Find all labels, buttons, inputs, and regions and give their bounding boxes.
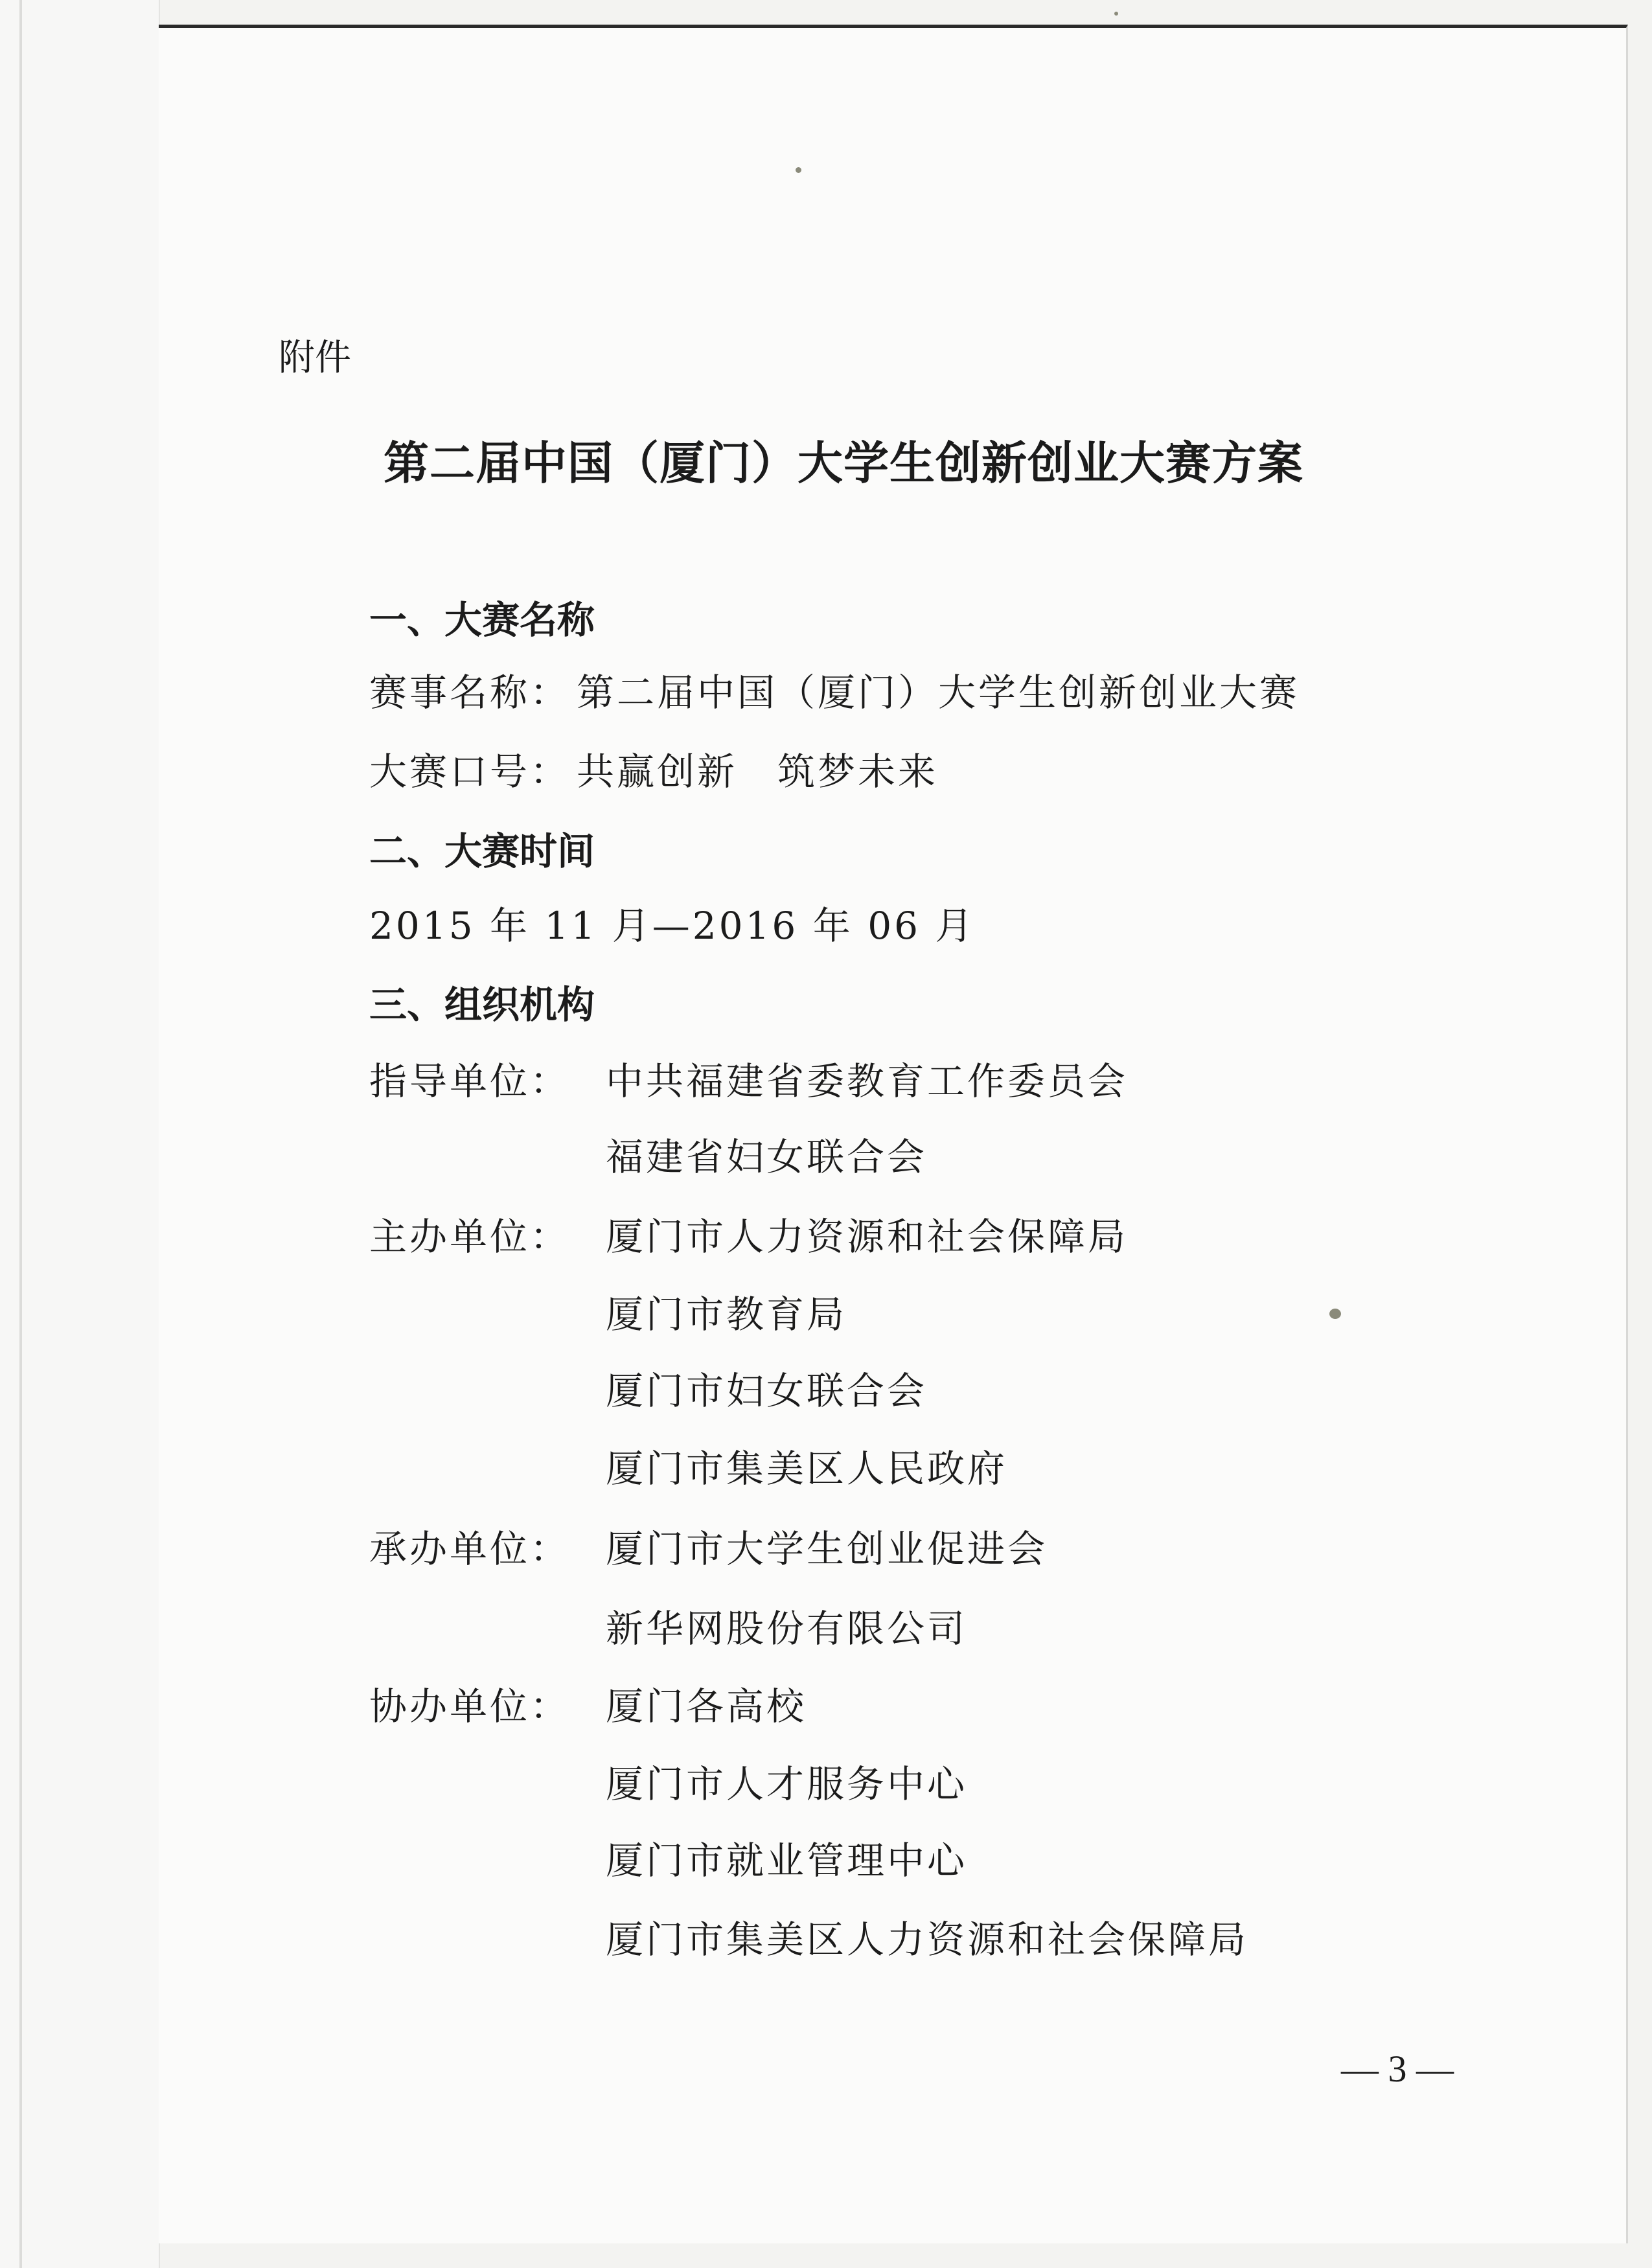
organizer-unit-label: 承办单位： [369,1527,571,1571]
co-organizer-unit: 厦门市就业管理中心 [606,1838,968,1883]
host-unit-label: 主办单位： [369,1215,571,1259]
scan-speck [796,167,801,173]
host-unit: 厦门市教育局 [606,1292,847,1336]
guide-unit: 福建省妇女联合会 [606,1135,928,1179]
host-unit: 厦门市人力资源和社会保障局 [606,1215,1129,1259]
scan-speck [1329,1309,1341,1319]
co-organizer-unit-label: 协办单位： [369,1684,571,1728]
event-period: 2015 年 11 月—2016 年 06 月 [369,904,976,948]
left-page-strip [0,0,160,2268]
scan-edge-line [19,0,22,2268]
guide-unit-label: 指导单位： [369,1059,571,1103]
co-organizer-unit: 厦门市人才服务中心 [606,1762,968,1806]
co-organizer-unit: 厦门市集美区人力资源和社会保障局 [606,1918,1249,1962]
organizer-unit: 厦门市大学生创业促进会 [606,1527,1048,1571]
co-organizer-unit: 厦门各高校 [606,1684,807,1728]
section-heading-name: 一、大赛名称 [369,598,595,642]
slogan-label: 大赛口号： [369,750,571,794]
slogan-value: 共赢创新 筑梦未来 [577,750,939,794]
page-number: — 3 — [1341,2048,1454,2090]
guide-unit: 中共福建省委教育工作委员会 [606,1059,1129,1103]
scan-speck [1114,12,1118,16]
section-heading-organization: 三、组织机构 [369,983,595,1027]
host-unit: 厦门市妇女联合会 [606,1369,928,1413]
document-title: 第二届中国（厦门）大学生创新创业大赛方案 [384,437,1303,490]
event-name-label: 赛事名称： [369,670,571,715]
document-page [159,25,1628,2243]
attachment-label: 附件 [279,337,351,379]
section-heading-time: 二、大赛时间 [369,829,595,873]
host-unit: 厦门市集美区人民政府 [606,1447,1008,1491]
event-name-value: 第二届中国（厦门）大学生创新创业大赛 [577,670,1300,715]
organizer-unit: 新华网股份有限公司 [606,1607,968,1651]
